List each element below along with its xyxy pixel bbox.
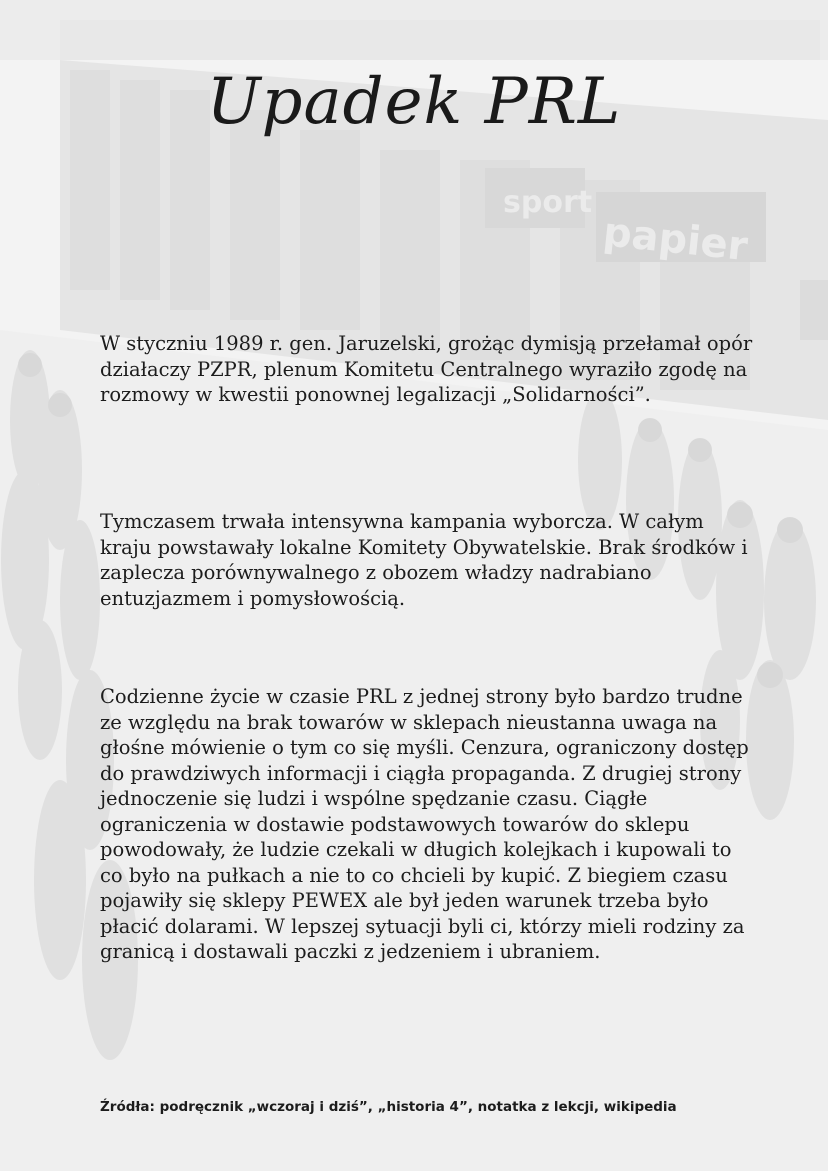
- paragraph-2: Tymczasem trwała intensywna kampania wyborcza. W całym kraju powstawały lokalne Komitety Obywatelskie. Brak środków i zaplecza porównywalnego z obozem władzy nadrabiano entuzjazmem i pomysłowością.: [100, 510, 748, 610]
- paragraph-1: W styczniu 1989 r. gen. Jaruzelski, grożąc dymisją przełamał opór działaczy PZPR, plenum Komitetu Centralnego wyraziło zgodę na rozmowy w kwestii ponownej legalizacji „Solidarności”.: [100, 332, 753, 406]
- paragraph-3: Codzienne życie w czasie PRL z jednej strony było bardzo trudne ze względu na brak towarów w sklepach nieustanna uwaga na głośne mówienie o tym co się myśli. Cenzura, ograniczony dostęp do prawdziwych informacji i ciągła propaganda. Z drugiej strony jednoczenie się ludzi i wspólne spędzanie czasu. Ciągłe ograniczenia w dostawie podstawowych towarów do sklepu powodowały, że ludzie czekali w długich kolejkach i kupowali to co było na pułkach a nie to co chcieli by kupić. Z biegiem czasu pojawiły się sklepy PEWEX ale był jeden warunek trzeba było płacić dolarami. W lepszej sytuacji byli ci, którzy mieli rodziny za granicą i dostawali paczki z jedzeniem i ubraniem.: [100, 685, 749, 963]
- sources-note: Źródła: podręcznik „wczoraj i dziś”, „historia 4”, notatka z lekcji, wikipedia: [100, 1099, 677, 1115]
- shop-sign-papier: papier: [600, 209, 750, 271]
- shop-sign-sport: sport: [503, 185, 593, 220]
- page-title: Upadek PRL: [206, 65, 622, 139]
